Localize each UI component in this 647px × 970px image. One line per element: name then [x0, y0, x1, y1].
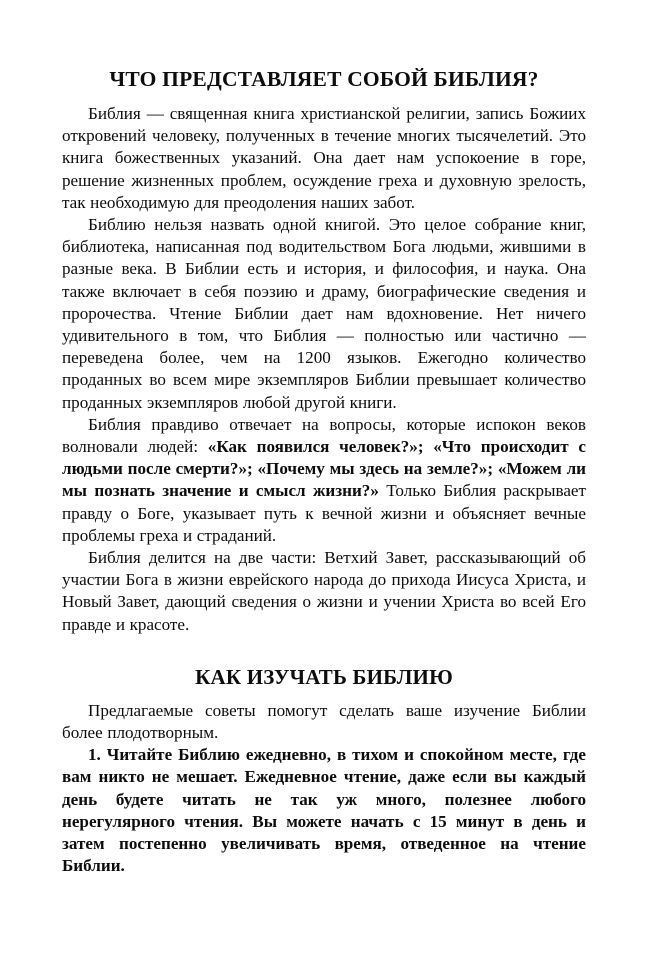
page-title: ЧТО ПРЕДСТАВЛЯЕТ СОБОЙ БИБЛИЯ?: [109, 67, 539, 91]
question-why-on-earth: «Почему мы здесь на земле?»: [257, 459, 488, 479]
question-meaning-of-life: «Можем ли мы познать значение и смысл жизни?»: [62, 459, 587, 501]
paragraph-bible-questions: [62, 414, 586, 547]
paragraph-bible-definition: Библия — священная книга христианской религии, запись Божиих откровений человеку, полученных в течение многих тысячелетий. Это книга божественных указаний. Она дает нам успокоение в горе, решение жизненных проблем, осуждение греха и духовную зрелость, так необходимую для преодоления наших забот.: [62, 104, 586, 212]
section-title-how-to-study: КАК ИЗУЧАТЬ БИБЛИЮ: [195, 664, 453, 689]
heading-1-container: [62, 68, 586, 90]
questions-tail-text: Только Библия раскрывает правду о Боге, указывает путь к вечной жизни и объясняет вечные проблемы греха и страданий.: [62, 481, 586, 545]
question-origin-of-man: «Как появился человек?»: [207, 437, 418, 457]
paragraph-bible-collection: Библию нельзя назвать одной книгой. Это целое собрание книг, библиотека, написанная под водительством Бога людьми, жившими в разные века. В Библии есть и история, и философия, и наука. Она также включает в себя поэзию и драму, биографические сведения и пророчества. Чтение Библии дает нам вдохновение. Нет ничего удивительного в том, что Библия — полностью или частично — переведена более, чем на 1200 языков. Ежегодно количество проданных во всем мире экземпляров Библии превышает количество проданных экземпляров любой другой книги.: [62, 215, 586, 412]
text-column: [62, 0, 586, 878]
paragraph-advice-intro: Предлагаемые советы помогут сделать ваше изучение Библии более плодотворным.: [62, 700, 586, 743]
heading-2-container: [62, 666, 586, 688]
question-after-death: «Что происходит с людьми после смерти?»: [62, 437, 586, 479]
question-separator-3: ;: [487, 459, 498, 479]
question-separator-1: ;: [417, 437, 434, 457]
questions-lead-text: Библия правдиво отвечает на вопросы, которые испокон веков волновали людей:: [62, 414, 586, 457]
paragraph-two-testaments: Библия делится на две части: Ветхий Завет, рассказывающий об участии Бога в жизни еврейского народа до прихода Иисуса Христа, и Новый Завет, дающий сведения о жизни и учении Христа во всей Его правде и красоте.: [62, 548, 586, 634]
question-separator-2: ;: [247, 459, 258, 479]
paragraph-advice-item-1: 1. Читайте Библию ежедневно, в тихом и спокойном месте, где вам никто не мешает. Ежедневное чтение, даже если вы каждый день будете читать не так уж много, полезнее любого нерегулярного чтения. Вы можете начать с 15 минут в день и затем постепенно увеличивать время, отведенное на чтение Библии.: [62, 745, 586, 876]
